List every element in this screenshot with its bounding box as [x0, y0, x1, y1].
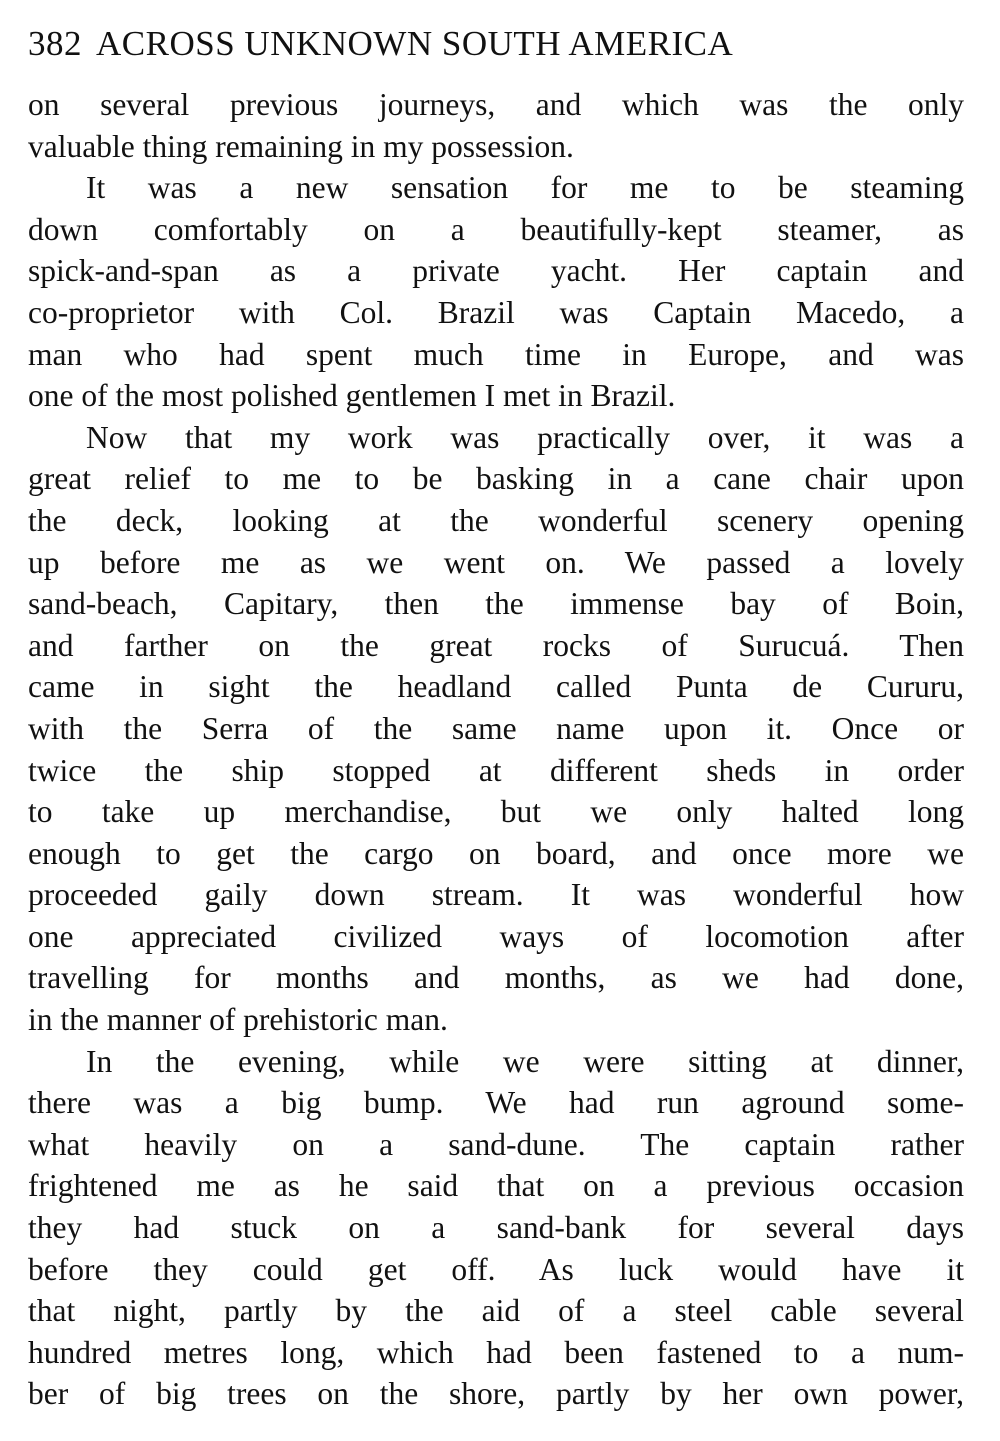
text-line: one appreciated civilized ways of locomotion after — [28, 918, 964, 954]
text-line: before they could get off. As luck would have it — [28, 1251, 964, 1287]
text-line: what heavily on a sand-dune. The captain rather — [28, 1126, 964, 1162]
text-line: down comfortably on a beautifully-kept steamer, as — [28, 211, 964, 247]
text-line: the deck, looking at the wonderful scenery opening — [28, 502, 964, 538]
text-line: spick-and-span as a private yacht. Her captain and — [28, 253, 964, 289]
text-line: on several previous journeys, and which was the only — [28, 87, 964, 122]
text-line: that night, partly by the aid of a steel cable several — [28, 1293, 964, 1329]
text-line: with the Serra of the same name upon it. Once or — [28, 710, 964, 746]
text-line: up before me as we went on. We passed a lovely — [28, 544, 964, 580]
text-line: proceeded gaily down stream. It was wonderful how — [28, 877, 964, 913]
text-line: hundred metres long, which had been fastened to a num- — [28, 1334, 964, 1370]
running-title: ACROSS UNKNOWN SOUTH AMERICA — [96, 24, 734, 63]
text-line: great relief to me to be basking in a cane chair upon — [28, 461, 964, 497]
text-line: there was a big bump. We had run aground some- — [28, 1085, 964, 1121]
text-line: ber of big trees on the shore, partly by her own power, — [28, 1376, 964, 1412]
text-line: enough to get the cargo on board, and once more we — [28, 835, 964, 871]
text-line: one of the most polished gentlemen I met in Brazil. — [28, 378, 676, 414]
text-line: man who had spent much time in Europe, and was — [28, 336, 964, 372]
text-line: came in sight the headland called Punta de Cururu, — [28, 669, 964, 705]
text-line: Now that my work was practically over, it was a — [86, 419, 964, 455]
text-line: to take up merchandise, but we only halted long — [28, 794, 964, 830]
text-line: they had stuck on a sand-bank for several days — [28, 1210, 964, 1246]
text-line: frightened me as he said that on a previous occasion — [28, 1168, 964, 1204]
body-text — [28, 84, 964, 1415]
running-head — [28, 22, 968, 66]
text-line: twice the ship stopped at different sheds in order — [28, 752, 964, 788]
page-number: 382 — [28, 24, 82, 63]
text-line: travelling for months and months, as we had done, — [28, 960, 964, 996]
text-line: co-proprietor with Col. Brazil was Captain Macedo, a — [28, 294, 964, 330]
text-line: valuable thing remaining in my possession. — [28, 128, 574, 164]
text-line: It was a new sensation for me to be steaming — [86, 170, 964, 206]
text-line: and farther on the great rocks of Surucuá. Then — [28, 627, 964, 663]
text-line: in the manner of prehistoric man. — [28, 1002, 448, 1038]
text-line: In the evening, while we were sitting at dinner, — [86, 1043, 964, 1079]
text-line: sand-beach, Capitary, then the immense bay of Boin, — [28, 586, 964, 622]
